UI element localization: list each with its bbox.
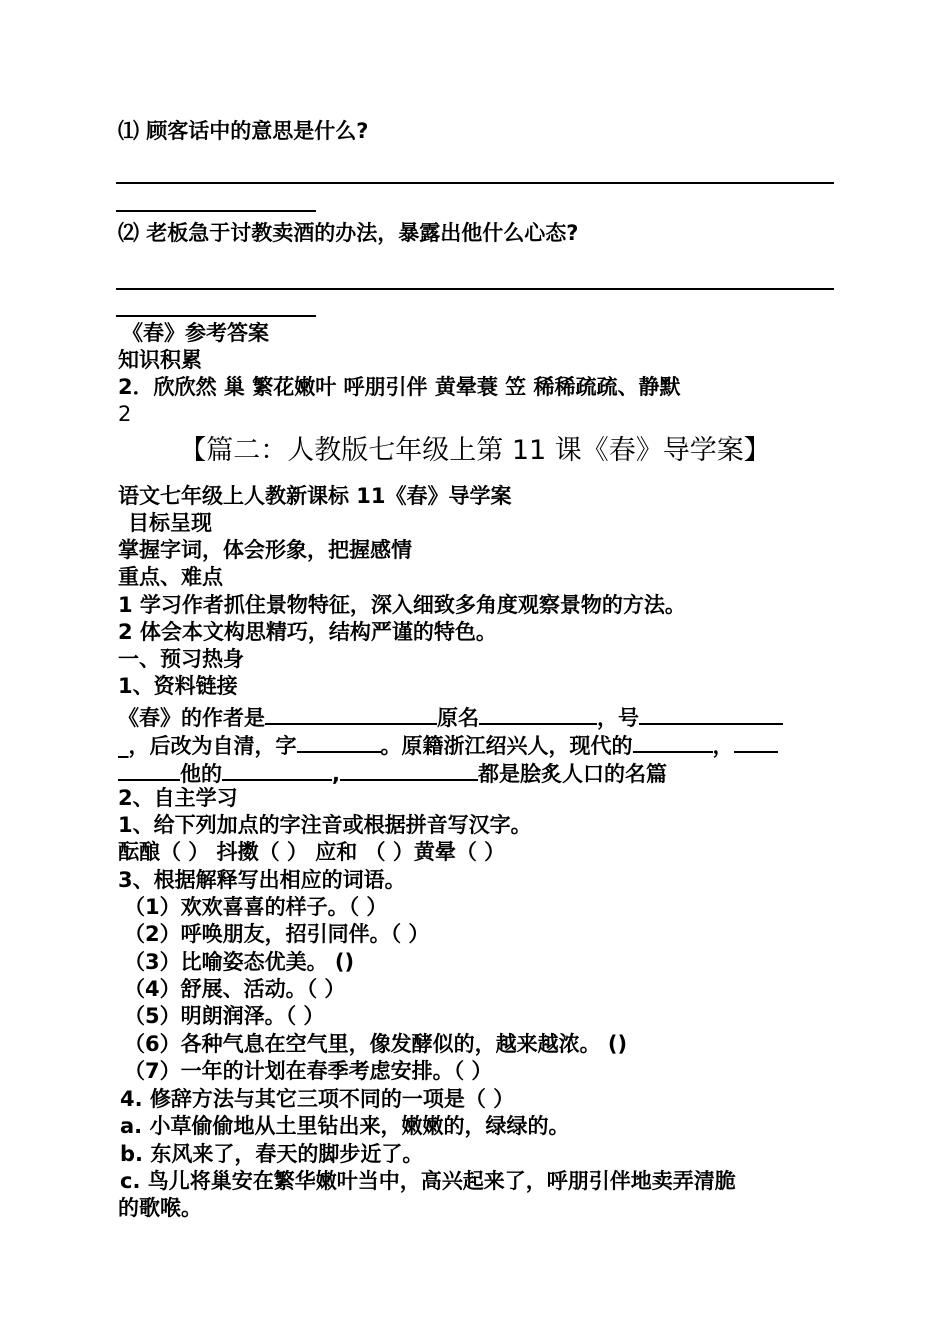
blank-identity-1[interactable] [633, 729, 713, 753]
answer-line-1[interactable] [116, 182, 834, 184]
blank-author[interactable] [265, 701, 437, 725]
blank-identity-2[interactable] [734, 729, 778, 753]
rhetoric-option-c: c. 鸟儿将巢安在繁华嫩叶当中，高兴起来了，呼朋引伴地卖弄清脆 [120, 1169, 736, 1193]
blank-work-1[interactable] [222, 757, 332, 781]
question-2: ⑵ 老板急于讨教卖酒的办法，暴露出他什么心态? [118, 221, 579, 245]
fill-line-a [118, 701, 783, 731]
rhetoric-option-a: a. 小草偷偷地从土里钻出来，嫩嫩的，绿绿的。 [120, 1114, 570, 1138]
fill-text: 原名 [437, 706, 479, 730]
blank-style-name[interactable] [639, 701, 783, 725]
answer-heading: 《春》参考答案 [122, 321, 269, 345]
key-point-2: 2 体会本文构思精巧，结构严谨的特色。 [118, 620, 497, 644]
knowledge-heading: 知识积累 [118, 348, 202, 372]
answer-line: 2．欣欣然 巢 繁花嫩叶 呼朋引伴 黄晕蓑 笠 稀稀疏疏、静默 [118, 375, 681, 399]
preview-heading: 一、预习热身 [118, 647, 244, 671]
definition-3: （3）比喻姿态优美。 () [124, 950, 355, 974]
definition-2: （2）呼唤朋友，招引同伴。（ ） [124, 922, 430, 946]
question-1: ⑴ 顾客话中的意思是什么? [118, 119, 369, 143]
rhetoric-option-c-cont: 的歌喉。 [118, 1196, 202, 1220]
fill-text: ，号 [597, 706, 639, 730]
pinyin-instruction: 1、给下列加点的字注音或根据拼音写汉字。 [118, 813, 532, 837]
resource-heading: 1、资料链接 [118, 674, 238, 698]
blank-original-name[interactable] [479, 701, 597, 725]
definition-1: （1）欢欢喜喜的样子。（ ） [124, 895, 388, 919]
fill-text: 《春》的作者是 [118, 706, 265, 730]
fill-text: ， [712, 734, 734, 758]
goal-text: 掌握字词，体会形象，把握感情 [118, 538, 412, 562]
fill-line-c [118, 757, 667, 787]
blank-work-2[interactable] [340, 757, 478, 781]
fill-text: , [332, 762, 340, 786]
pinyin-items: 酝酿（ ） 抖擞（ ） 应和 （ ）黄晕（ ） [118, 840, 506, 864]
doc-title: 语文七年级上人教新课标 11《春》导学案 [118, 484, 512, 508]
answer-number: 2 [118, 402, 132, 426]
fill-text: _，后改为自清，字 [118, 734, 297, 758]
blank-courtesy-name[interactable] [297, 729, 381, 753]
self-study-heading: 2、自主学习 [118, 786, 238, 810]
section-title: 【篇二：人教版七年级上第 11 课《春》导学案】 [179, 435, 771, 466]
goal-heading: 目标呈现 [128, 511, 212, 535]
rhetoric-option-b: b. 东风来了，春天的脚步近了。 [120, 1142, 424, 1166]
key-heading: 重点、难点 [118, 565, 223, 589]
definition-6: （6）各种气息在空气里，像发酵似的，越来越浓。 () [124, 1032, 628, 1056]
definition-instruction: 3、根据解释写出相应的词语。 [118, 868, 406, 892]
definition-4: （4）舒展、活动。（ ） [124, 977, 346, 1001]
fill-line-b [118, 729, 778, 759]
definition-7: （7）一年的计划在春季考虑安排。（ ） [124, 1059, 493, 1083]
fill-text: 都是脍炙人口的名篇 [477, 762, 667, 786]
answer-line-2[interactable] [116, 288, 834, 290]
blank-identity-2b[interactable] [118, 757, 180, 781]
definition-5: （5）明朗润泽。（ ） [124, 1004, 325, 1028]
rhetoric-question: 4. 修辞方法与其它三项不同的一项是（ ） [120, 1087, 515, 1111]
fill-text: 。原籍浙江绍兴人，现代的 [380, 734, 633, 758]
fill-text: 他的 [180, 762, 222, 786]
answer-line-1b[interactable] [116, 210, 316, 212]
answer-line-2b[interactable] [116, 315, 316, 317]
key-point-1: 1 学习作者抓住景物特征，深入细致多角度观察景物的方法。 [118, 593, 686, 617]
